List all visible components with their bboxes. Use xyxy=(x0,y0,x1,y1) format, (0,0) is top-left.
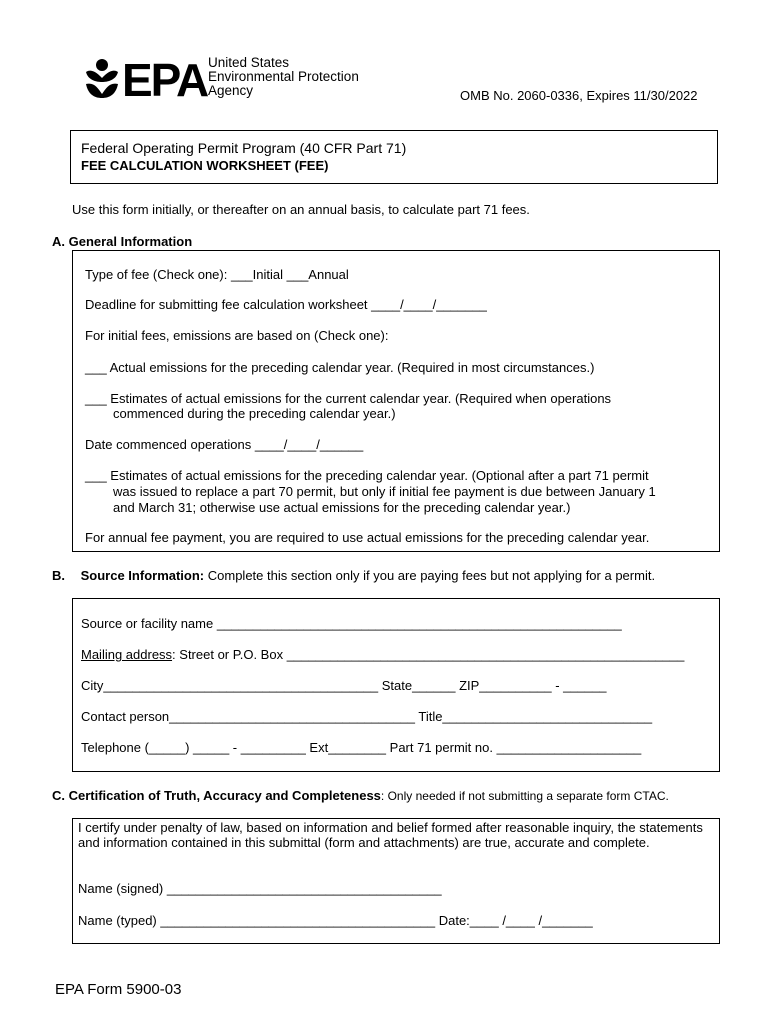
form-program-title: Federal Operating Permit Program (40 CFR Part 71) xyxy=(81,140,407,156)
agency-line3: Agency xyxy=(208,83,254,98)
section-c-note: : Only needed if not submitting a separate form CTAC. xyxy=(380,789,669,803)
section-b-heading xyxy=(52,568,655,583)
contact-title-field[interactable]: Contact person__________________________________ Title_____________________________ xyxy=(81,709,653,724)
agency-line1: United States xyxy=(208,55,290,70)
deadline-line[interactable]: Deadline for submitting fee calculation worksheet ____/____/_______ xyxy=(85,297,487,312)
section-a-box xyxy=(72,250,720,552)
source-name-field[interactable]: Source or facility name ________________________________________________________ xyxy=(81,616,622,631)
section-b-letter: B. xyxy=(52,568,65,583)
intro-text: Use this form initially, or thereafter on an annual basis, to calculate part 71 fees. xyxy=(72,202,530,217)
form-title-box xyxy=(70,130,718,184)
certification-text: I certify under penalty of law, based on information and belief formed after reasonable inquiry, the statements and information contained in this submittal (form and attachments) are true, accurate and complete. xyxy=(78,820,703,850)
form-title: FEE CALCULATION WORKSHEET (FEE) xyxy=(81,158,329,173)
telephone-permit-field[interactable]: Telephone (_____) _____ - _________ Ext________ Part 71 permit no. ____________________ xyxy=(81,740,642,755)
form-number: EPA Form 5900-03 xyxy=(55,981,182,998)
section-c-heading xyxy=(52,788,669,803)
logo-letters: EPA xyxy=(122,54,208,102)
section-b-note: Complete this section only if you are paying fees but not applying for a permit. xyxy=(204,568,656,583)
option-current-estimates-cont: commenced during the preceding calendar year.) xyxy=(113,406,396,421)
initial-basis-line: For initial fees, emissions are based on (Check one): xyxy=(85,328,389,343)
fee-type-line[interactable]: Type of fee (Check one): ___Initial ___Annual xyxy=(85,267,349,282)
option-actual-emissions[interactable]: ___ Actual emissions for the preceding calendar year. (Required in most circumstances.) xyxy=(85,360,595,375)
epa-logo xyxy=(84,54,384,102)
certification-box xyxy=(72,818,720,944)
mailing-address-rest: : Street or P.O. Box _______________________________________________________ xyxy=(172,647,685,662)
option-preceding-estimates[interactable]: ___ Estimates of actual emissions for the preceding calendar year. (Optional after a part 71 permit xyxy=(85,468,649,483)
mailing-address-label: Mailing address xyxy=(81,647,173,662)
section-a-heading: A. General Information xyxy=(52,234,193,249)
name-signed-field[interactable]: Name (signed) ______________________________________ xyxy=(78,881,442,896)
option-preceding-estimates-cont1: was issued to replace a part 70 permit, but only if initial fee payment is due between January 1 xyxy=(113,484,656,499)
option-current-estimates[interactable]: ___ Estimates of actual emissions for the current calendar year. (Required when operations xyxy=(85,391,612,406)
section-b-box xyxy=(72,598,720,772)
city-state-zip-field[interactable]: City______________________________________ State______ ZIP__________ - ______ xyxy=(81,678,607,693)
epa-flower-icon xyxy=(84,54,384,102)
annual-fee-note: For annual fee payment, you are required to use actual emissions for the preceding calendar year. xyxy=(85,530,650,545)
section-c-title: C. Certification of Truth, Accuracy and Completeness xyxy=(52,788,381,803)
section-b-title: Source Information: xyxy=(80,568,205,583)
name-typed-date-field[interactable]: Name (typed) ______________________________________ Date:____ /____ /_______ xyxy=(78,913,593,928)
agency-line2: Environmental Protection xyxy=(208,69,359,84)
date-commenced-line[interactable]: Date commenced operations ____/____/______ xyxy=(85,437,364,452)
mailing-address-field[interactable] xyxy=(81,647,684,662)
option-preceding-estimates-cont2: and March 31; otherwise use actual emissions for the preceding calendar year.) xyxy=(113,500,571,515)
omb-number: OMB No. 2060-0336, Expires 11/30/2022 xyxy=(460,88,698,103)
